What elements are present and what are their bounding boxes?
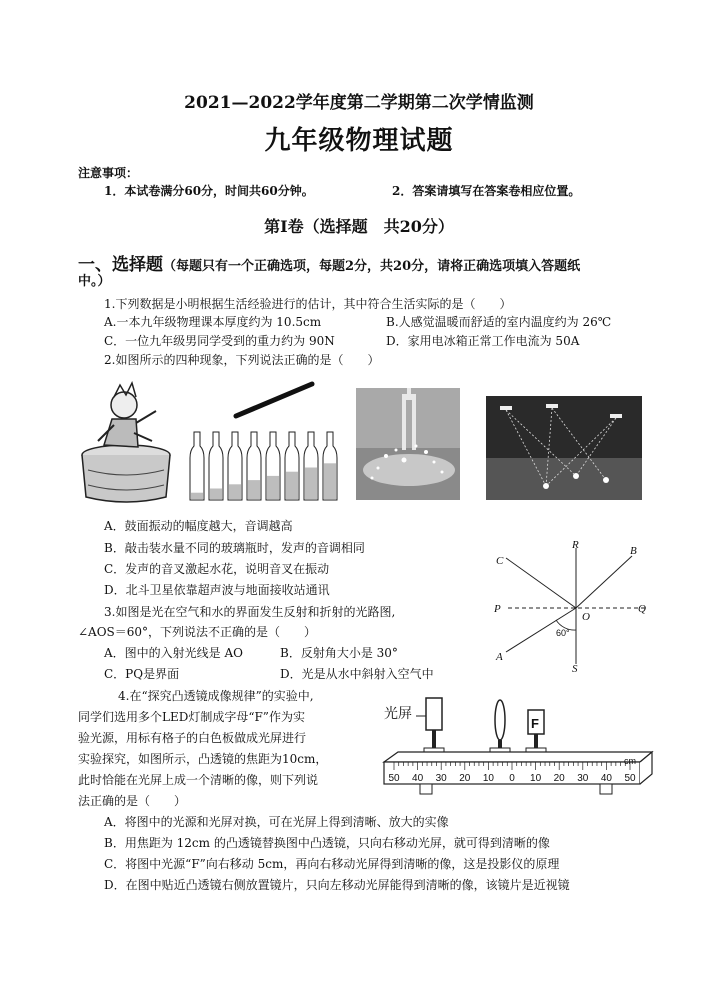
q1-option-d: D．家用电冰箱正常工作电流为 50A (386, 334, 580, 348)
q3-stem: 3.如图是光在空气和水的界面发生反射和折射的光路图, (104, 605, 396, 619)
tuning-fork-illustration (356, 388, 460, 500)
q4-stem-4: 实验探究，如图所示，凸透镜的焦距为10cm， (78, 752, 328, 766)
q2-option-c: C．发声的音叉激起水花，说明音叉在振动 (104, 562, 330, 576)
notice-item-1: 1．本试卷满分60分，时间共60分钟。 (104, 184, 314, 198)
bottle-water (267, 476, 279, 499)
bottle-water (191, 493, 203, 499)
bench-tick-label: 30 (577, 773, 589, 784)
glass-bottle (190, 432, 204, 500)
bench-tick-label: 10 (530, 773, 542, 784)
q4-stem-2: 同学们选用多个LED灯制成字母“F”作为实 (78, 710, 305, 724)
light-path-diagram (488, 538, 658, 672)
beidou-satellite-illustration (486, 396, 642, 500)
diagram-label-o: O (582, 611, 590, 623)
bench-tick-label: 0 (509, 773, 515, 784)
q2-stem: 2.如图所示的四种现象，下列说法正确的是（ ） (104, 353, 380, 367)
drum-illustration (78, 375, 174, 503)
notice-heading: 注意事项： (78, 166, 139, 180)
bench-tick-label: 20 (553, 773, 565, 784)
diagram-label-p: P (494, 603, 501, 615)
bench-tick-label: 20 (459, 773, 471, 784)
diagram-label-q: Q (638, 603, 646, 615)
q3-stem-2: ∠AOS＝60°，下列说法不正确的是（ ） (78, 625, 317, 639)
q3-option-b: B．反射角大小是 30° (280, 646, 398, 660)
diagram-label-a: A (496, 651, 503, 663)
bottle-water (248, 480, 260, 499)
bottle-water (305, 468, 317, 500)
diagram-label-r: R (572, 539, 579, 551)
q3-option-a: A．图中的入射光线是 AO (104, 646, 243, 660)
source-letter-f: F (531, 716, 539, 731)
part1-instruction: （每题只有一个正确选项，每题2分，共20分，请将正确选项填入答题纸 (163, 259, 581, 274)
bottle-water (324, 463, 336, 499)
bench-unit-label: cm (624, 756, 636, 766)
q1-option-c: C．一位九年级男同学受到的重力约为 90N (104, 334, 335, 348)
bottle-water (210, 489, 222, 500)
optical-bench-diagram (380, 692, 660, 804)
part1-heading (78, 250, 580, 275)
subject-title: 九年级物理试题 (264, 126, 454, 156)
diagram-angle-label: 60° (556, 628, 570, 638)
exam-title: 2021—2022学年度第二学期第二次学情监测 (184, 93, 534, 113)
bottle-water (286, 472, 298, 499)
q1-stem: 1.下列数据是小明根据生活经验进行的估计，其中符合生活实际的是（ ） (104, 297, 512, 311)
diagram-label-s: S (572, 663, 578, 672)
bench-tick-label: 40 (600, 773, 612, 784)
part1-heading-label: 一、选择题 (78, 255, 163, 275)
diagram-label-b: B (630, 545, 637, 557)
bench-tick-label: 30 (435, 773, 447, 784)
q3-option-c: C．PQ是界面 (104, 667, 180, 681)
q4-stem-6: 法正确的是（ ） (78, 794, 187, 808)
diagram-label-c: C (496, 555, 504, 567)
glass-bottles-illustration (184, 380, 344, 504)
q1-option-b: B.人感觉温暖而舒适的室内温度约为 26℃ (386, 315, 612, 329)
notice-item-2: 2．答案请填写在答案卷相应位置。 (392, 184, 581, 198)
q1-option-a: A.一本九年级物理课本厚度约为 10.5cm (104, 315, 322, 329)
part1-instruction-2: 中。） (78, 274, 111, 289)
bench-tick-label: 40 (412, 773, 424, 784)
q4-stem-5: 此时恰能在光屏上成一个清晰的像，则下列说 (78, 773, 319, 787)
q2-option-d: D．北斗卫星依靠超声波与地面接收站通讯 (104, 583, 330, 597)
q4-option-d: D．在图中贴近凸透镜右侧放置镜片，只向左移动光屏能得到清晰的像，该镜片是近视镜 (104, 878, 570, 892)
bench-tick-label: 50 (388, 773, 400, 784)
q2-option-a: A．鼓面振动的幅度越大，音调越高 (104, 519, 293, 533)
section-title: 第Ⅰ卷（选择题 共20分） (264, 217, 454, 236)
q4-option-c: C．将图中光源“F”向右移动 5cm，再向右移动光屏得到清晰的像，这是投影仪的原理 (104, 857, 560, 871)
q4-option-b: B．用焦距为 12cm 的凸透镜替换图中凸透镜，只向右移动光屏，就可得到清晰的像 (104, 836, 550, 850)
q4-option-a: A．将图中的光源和光屏对换，可在光屏上得到清晰、放大的实像 (104, 815, 449, 829)
bottle-water (229, 484, 241, 499)
q4-stem-3: 验光源，用标有格子的白色板做成光屏进行 (78, 731, 307, 745)
q4-stem: 4.在“探究凸透镜成像规律”的实验中, (118, 689, 314, 703)
bench-tick-label: 10 (482, 773, 494, 784)
light-screen-label: 光屏 (384, 706, 412, 722)
bench-tick-label: 50 (624, 773, 636, 784)
q2-option-b: B．敲击装水量不同的玻璃瓶时，发声的音调相同 (104, 541, 365, 555)
q3-option-d: D．光是从水中斜射入空气中 (280, 667, 434, 681)
